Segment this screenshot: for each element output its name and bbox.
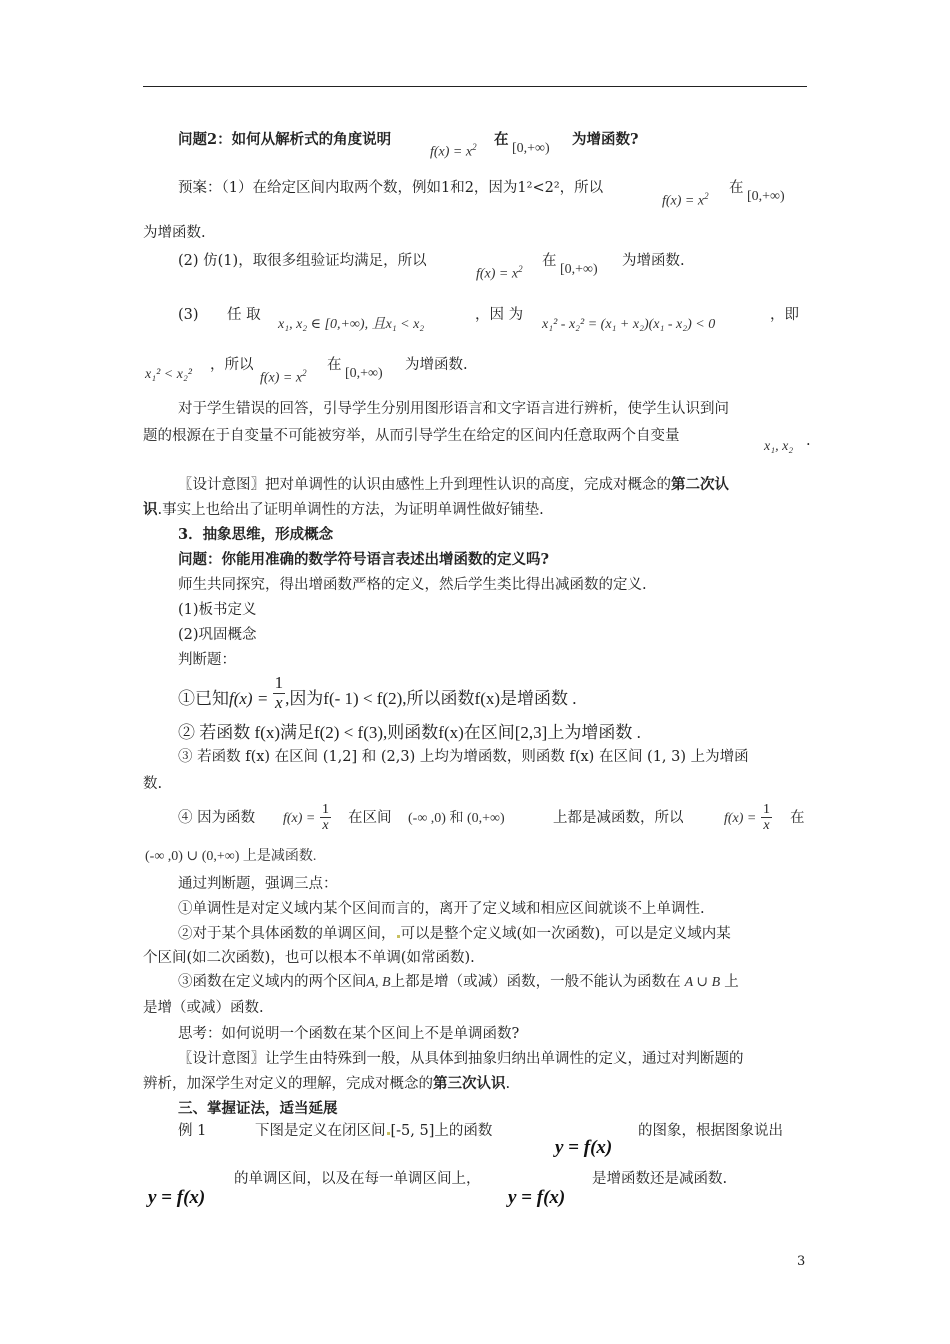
judge-3-line-1: ③ 若函数 f(x) 在区间 (1,2] 和 (2,3) 上均为增函数，则函数 f(x) 在区间 (1, 3) 上为增函	[178, 749, 749, 765]
answer-3-ie: ，即	[770, 307, 799, 323]
point-3-line-2: 是增（或减）函数.	[143, 1000, 264, 1016]
section-3-item-3: 判断题：	[178, 652, 236, 668]
section-3-title: 3．抽象思维，形成概念	[178, 526, 334, 543]
example-1-text-d: 的单调区间，以及在每一单调区间上，	[234, 1171, 481, 1187]
example-1-label: 例 1	[178, 1123, 207, 1139]
point-2-line-1: ②对于某个具体函数的单调区间， 可以是整个定义域(如一次函数)，可以是定义域内某	[178, 926, 731, 942]
judge-4-formula-1: f(x) = $\frac{1}{x}$	[283, 802, 329, 834]
discussion-vars: x₁, x₂	[764, 439, 794, 454]
point-2-line-2: 个区间(如二次函数)，也可以根本不单调(如常函数).	[143, 950, 475, 966]
answer-2-tail: 为增函数.	[622, 253, 685, 269]
discussion-line-1: 对于学生错误的回答，引导学生分别用图形语言和文字语言进行辨析，使学生认识到问	[178, 401, 729, 417]
judge-4-intervals: (-∞ ,0) 和 (0,+∞)	[408, 811, 505, 826]
judge-4-at: 在	[790, 810, 805, 826]
points-intro: 通过判断题，强调三点：	[178, 876, 338, 892]
answer-1-text: 预案：（1）在给定区间内取两个数，例如1和2，因为1²<2²，所以	[178, 180, 604, 196]
example-1-function-3: y = f(x)	[508, 1187, 566, 1208]
section-3-item-2: (2)巩固概念	[178, 627, 257, 643]
answer-3-num: (3)	[178, 307, 199, 323]
answer-1-formula: $f(x) = x^2$	[662, 191, 709, 209]
example-1-function-1: y = f(x)	[555, 1137, 613, 1158]
judge-4-lead: ④ 因为函数	[178, 810, 256, 826]
answer-2-interval: [0,+∞)	[560, 262, 598, 277]
answer-3-take: 任 取	[227, 307, 261, 323]
design-intent-1-line-1: 〖设计意图〗把对单调性的认识由感性上升到理性认识的高度，完成对概念的第二次认	[178, 476, 729, 493]
judge-1: ①已知f(x) = $\frac{1}{x}$ ,因为f(- 1) < f(2),所以函数f(x)是增函数 .	[178, 673, 577, 712]
discussion-line-2: 题的根源在于自变量不可能被穷举，从而引导学生在给定的区间内任意取两个自变量	[143, 428, 680, 444]
page-number: 3	[797, 1254, 806, 1269]
judge-4-in-interval: 在区间	[348, 810, 392, 826]
answer-3-expr: x₁² - x₂² = (x₁ + x₂)(x₁ - x₂) < 0	[542, 317, 716, 332]
header-rule	[143, 86, 807, 87]
section-3-question: 问题：你能用准确的数学符号语言表述出增函数的定义吗?	[178, 551, 549, 568]
answer-4-tail: 为增函数.	[405, 357, 468, 373]
answer-4-ineq: x₁² < x₂²	[145, 367, 193, 382]
answer-2-text: (2) 仿(1)，取很多组验证均满足，所以	[178, 253, 427, 269]
judge-4-decreasing: 上都是减函数，所以	[553, 810, 684, 826]
judge-4-union: (-∞ ,0) ∪ (0,+∞) 上是减函数.	[145, 849, 317, 864]
answer-3-because: ，因 为	[475, 307, 524, 323]
think: 思考：如何说明一个函数在某个区间上不是单调函数?	[178, 1026, 520, 1042]
answer-2-formula: $f(x) = x^2$	[476, 264, 523, 282]
question-2-lead: 问题2：如何从解析式的角度说明	[178, 131, 392, 148]
example-1-function-2: y = f(x)	[148, 1187, 206, 1208]
point-3-line-1: ③函数在定义域内的两个区间A, B上都是增（或减）函数，一般不能认为函数在 A ∪ B 上	[178, 974, 739, 990]
example-1-text-e: 是增函数还是减函数.	[592, 1171, 728, 1187]
section-3-item-1: (1)板书定义	[178, 602, 257, 618]
example-1-text-c: 的图象，根据图象说出	[638, 1123, 783, 1139]
judge-4-formula-2: f(x) = $\frac{1}{x}$	[724, 802, 770, 834]
answer-4-so: ，所以	[210, 357, 254, 373]
question-2-interval: [0,+∞)	[512, 141, 550, 156]
design-intent-2-line-1: 〖设计意图〗让学生由特殊到一般，从具体到抽象归纳出单调性的定义，通过对判断题的	[178, 1051, 744, 1067]
section-3-line-1: 师生共同探究，得出增函数严格的定义，然后学生类比得出减函数的定义.	[178, 577, 647, 593]
point-1: ①单调性是对定义域内某个区间而言的，离开了定义域和相应区间就谈不上单调性.	[178, 901, 705, 917]
answer-2-at: 在	[542, 253, 557, 269]
example-1-text-a: 下图是定义在闭区间 [-5, 5]上的函数	[255, 1123, 493, 1139]
judge-3-line-2: 数.	[143, 776, 163, 792]
answer-4-interval: [0,+∞)	[345, 366, 383, 381]
answer-4-formula: $f(x) = x^2$	[260, 368, 307, 386]
answer-4-at: 在	[327, 357, 342, 373]
discussion-end: .	[806, 433, 811, 449]
answer-1-tail: 为增函数.	[143, 225, 206, 241]
question-2-formula: $f(x) = x^2$	[430, 142, 477, 160]
answer-3-condition: x₁, x₂ ∈ [0,+∞), 且x₁ < x₂	[278, 317, 425, 332]
question-2-at: 在	[494, 131, 509, 148]
section-c-title: 三、掌握证法，适当延展	[178, 1100, 338, 1117]
judge-2: ② 若函数 f(x)满足f(2) < f(3),则函数f(x)在区间[2,3]上为增函数 .	[178, 723, 641, 742]
design-intent-1-line-2: 识.事实上也给出了证明单调性的方法，为证明单调性做好铺垫.	[143, 501, 544, 518]
design-intent-2-line-2: 辨析，加深学生对定义的理解，完成对概念的第三次认识.	[143, 1075, 511, 1092]
answer-1-interval: [0,+∞)	[747, 189, 785, 204]
answer-1-at: 在	[729, 180, 744, 196]
question-2-tail: 为增函数?	[572, 131, 639, 148]
